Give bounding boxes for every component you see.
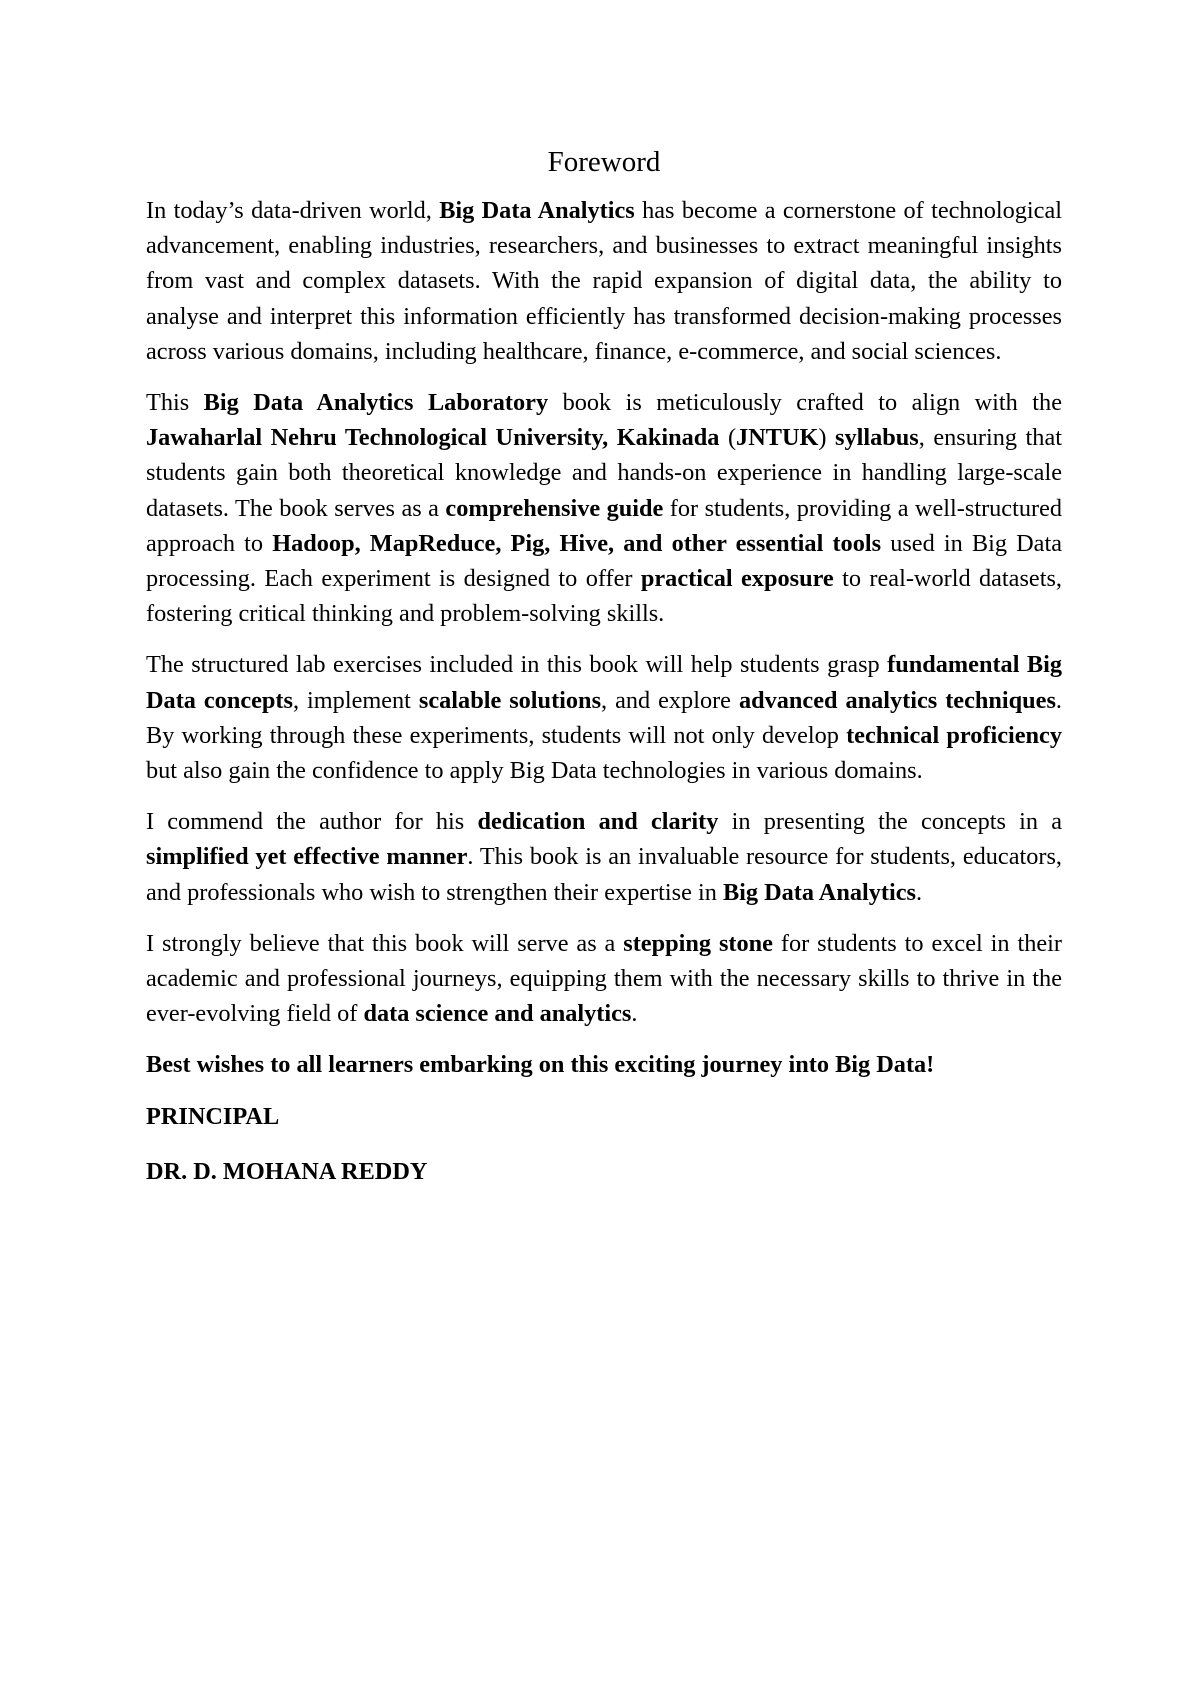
document-page	[146, 142, 1062, 1209]
foreword-body	[146, 193, 1062, 1083]
bold-text: Best wishes to all learners embarking on this exciting journey into Big Data!	[146, 1051, 935, 1079]
text-run: , ensuring that students gain both theoretical knowledge and hands-on experience in handling large-scale datasets. The book serves as a	[146, 424, 1062, 522]
paragraph-4	[146, 804, 1062, 910]
text-run: The structured lab exercises included in this book will help students grasp	[146, 651, 888, 679]
bold-text: Big Data Analytics	[722, 878, 916, 906]
text-run: in presenting the concepts in a	[718, 808, 1062, 836]
text-run: (	[719, 424, 737, 452]
text-run: has become a cornerstone of technological advancement, enabling industries, researchers, and businesses to extract meaningful insights from vast and complex datasets. With the rapid expansion of digital data, the ability to analyse and interpret this information efficiently has transformed decision-making processes across various domains, including healthcare, finance, e-commerce, and social sciences.	[146, 197, 1062, 365]
text-run: . By working through these experiments, students will not only develop	[146, 686, 1062, 749]
text-run: .	[915, 878, 923, 906]
text-run: but also gain the confidence to apply Big Data technologies in various domains.	[146, 757, 923, 785]
bold-text: advanced analytics techniques	[738, 686, 1056, 714]
signature-title	[146, 1099, 1062, 1134]
text-run: In today’s data-driven world,	[146, 197, 440, 224]
bold-text: Jawaharlal Nehru Technological University, Kakinada	[146, 424, 720, 452]
text-run: . This book is an invaluable resource for students, educators, and professionals who wish to strengthen their expertise in	[146, 843, 1062, 906]
paragraph-2	[146, 385, 1062, 631]
bold-text: fundamental Big Data concepts	[146, 651, 1062, 714]
text-run: for students to excel in their academic and professional journeys, equipping them with the necessary skills to thrive in the ever-evolving field of	[146, 929, 1062, 1028]
closing-wishes	[146, 1047, 1062, 1082]
text-run: , implement	[292, 686, 419, 714]
bold-text: scalable solutions	[418, 686, 602, 714]
bold-text: syllabus	[835, 424, 919, 452]
bold-text: technical proficiency	[846, 721, 1062, 749]
paragraph-3	[146, 647, 1062, 788]
text-run: This	[146, 389, 204, 417]
page-title: Foreword	[547, 146, 661, 178]
text-run: , and explore	[601, 686, 739, 714]
bold-text: Hadoop, MapReduce, Pig, Hive, and other essential tools	[272, 529, 882, 557]
bold-text: Big Data Analytics	[439, 197, 635, 224]
text-run: to real-world datasets, fostering critical thinking and problem-solving skills.	[146, 565, 1062, 628]
signature-name	[146, 1154, 1062, 1189]
bold-text: simplified yet effective manner	[146, 843, 468, 871]
signature-name-text: DR. D. MOHANA REDDY	[146, 1157, 428, 1185]
bold-text: practical exposure	[640, 565, 834, 593]
bold-text: Big Data Analytics Laboratory	[203, 389, 549, 417]
text-run: for students, providing a well-structured approach to	[146, 494, 1063, 557]
text-run: used in Big Data processing. Each experiment is designed to offer	[146, 529, 1063, 593]
bold-text: dedication and clarity	[477, 808, 719, 836]
bold-text: comprehensive guide	[445, 494, 664, 522]
bold-text: stepping stone	[623, 929, 773, 957]
paragraph-5	[146, 926, 1062, 1032]
text-run: I strongly believe that this book will serve as a	[146, 929, 624, 957]
bold-text: JNTUK	[736, 424, 819, 452]
text-run: .	[631, 1000, 638, 1028]
signature-title-text: PRINCIPAL	[146, 1102, 280, 1130]
text-run: book is meticulously crafted to align with the	[548, 389, 1062, 417]
text-run: )	[818, 424, 836, 452]
text-run: I commend the author for his	[146, 808, 478, 836]
bold-text: data science and analytics	[363, 1000, 632, 1028]
paragraph-1	[146, 193, 1062, 369]
